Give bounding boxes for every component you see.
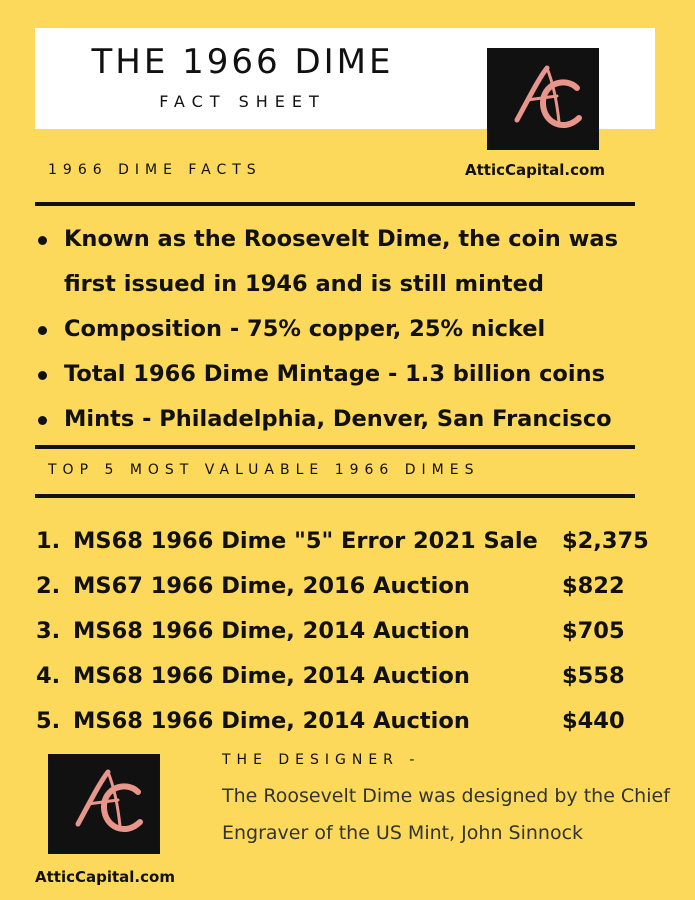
site-link-top[interactable]: AtticCapital.com (465, 161, 605, 179)
item-description: MS68 1966 Dime "5" Error 2021 Sale (73, 528, 538, 554)
ac-monogram-logo-icon (487, 48, 599, 150)
item-number: 5. (36, 708, 61, 734)
item-description: MS67 1966 Dime, 2016 Auction (73, 573, 470, 599)
list-item (36, 699, 676, 744)
item-description: MS68 1966 Dime, 2014 Auction (73, 618, 470, 644)
bullet-icon (38, 416, 47, 425)
list-item: Composition - 75% copper, 25% nickel (36, 307, 676, 352)
top5-section-label: TOP 5 MOST VALUABLE 1966 DIMES (48, 462, 480, 478)
item-number: 1. (36, 528, 61, 554)
list-item (36, 654, 676, 699)
facts-list (36, 217, 676, 442)
list-item: Known as the Roosevelt Dime, the coin was first issued in 1946 and is still minted (36, 217, 676, 307)
item-price: $705 (562, 618, 625, 644)
divider (35, 494, 635, 498)
item-price: $822 (562, 573, 625, 599)
designer-text: The Roosevelt Dime was designed by the Chief Engraver of the US Mint, John Sinnock (222, 785, 670, 844)
list-item (36, 564, 676, 609)
item-price: $2,375 (562, 528, 649, 554)
logo-svg (487, 48, 599, 150)
bullet-icon (38, 236, 47, 245)
facts-section-label: 1966 DIME FACTS (48, 162, 262, 178)
item-description: MS68 1966 Dime, 2014 Auction (73, 708, 470, 734)
site-link-bottom[interactable]: AtticCapital.com (35, 868, 175, 886)
item-number: 2. (36, 573, 61, 599)
item-price: $440 (562, 708, 625, 734)
list-item: Total 1966 Dime Mintage - 1.3 billion coins (36, 352, 676, 397)
page-subtitle: FACT SHEET (159, 92, 326, 111)
designer-section-label: THE DESIGNER - (222, 752, 421, 768)
ac-monogram-logo-icon (48, 754, 160, 854)
bullet-icon (38, 371, 47, 380)
bullet-icon (38, 326, 47, 335)
item-price: $558 (562, 663, 625, 689)
logo-svg (48, 754, 160, 854)
page-title: THE 1966 DIME (91, 42, 394, 82)
list-item (36, 519, 676, 564)
item-number: 4. (36, 663, 61, 689)
list-item (36, 609, 676, 654)
top5-list (36, 519, 676, 744)
list-item: Mints - Philadelphia, Denver, San Francisco (36, 397, 676, 442)
item-number: 3. (36, 618, 61, 644)
divider (35, 445, 635, 449)
item-description: MS68 1966 Dime, 2014 Auction (73, 663, 470, 689)
divider (35, 202, 635, 206)
